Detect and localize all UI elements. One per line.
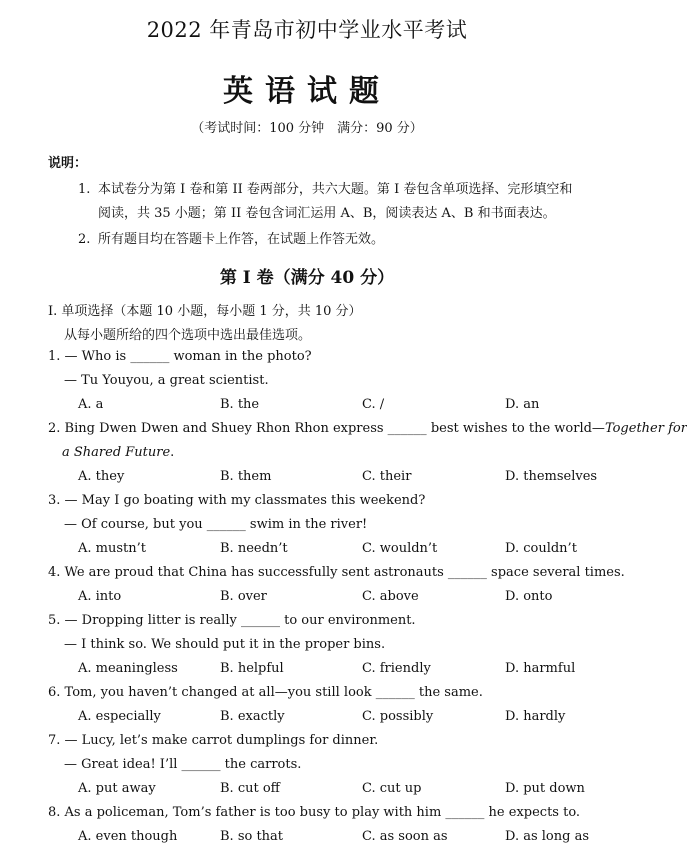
option-d: D. hardly xyxy=(505,709,566,724)
question-reply: — I think so. We should put it in the proper bins. xyxy=(64,637,386,652)
option-a: A. especially xyxy=(78,709,161,724)
option-b: B. helpful xyxy=(220,661,284,676)
instruction-number: 2. xyxy=(78,232,91,247)
option-c: C. wouldn’t xyxy=(362,541,438,556)
question-stem: 8. As a policeman, Tom’s father is too busy to play with him ______ he expects to. xyxy=(48,805,581,820)
instruction-text: 阅读，共 35 小题；第 II 卷包含词汇运用 A、B，阅读表达 A、B 和书面表达。 xyxy=(98,206,556,221)
option-c: C. as soon as xyxy=(362,829,448,844)
part-title: 第 I 卷（满分 40 分） xyxy=(219,268,395,288)
instructions-label: 说明： xyxy=(48,156,88,171)
question-reply: — Great idea! I’ll ______ the carrots. xyxy=(64,757,302,772)
exam-info: （考试时间：100 分钟 满分：90 分） xyxy=(191,121,423,136)
option-d: D. harmful xyxy=(505,661,576,676)
option-a: A. mustn’t xyxy=(78,541,146,556)
option-d: D. an xyxy=(505,397,540,412)
option-c: C. possibly xyxy=(362,709,434,724)
motto-text: a Shared Future xyxy=(62,445,171,460)
question-stem: 6. Tom, you haven’t changed at all—you still look ______ the same. xyxy=(48,685,483,700)
instruction-number: 1. xyxy=(78,182,91,197)
question-stem: 5. — Dropping litter is really ______ to our environment. xyxy=(48,613,416,628)
motto-text: Together for xyxy=(604,421,687,436)
section-subtitle: 从每小题所给的四个选项中选出最佳选项。 xyxy=(64,328,312,343)
question-stem: 4. We are proud that China has successfully sent astronauts ______ space several times. xyxy=(48,565,625,580)
question-stem: 7. — Lucy, let’s make carrot dumplings for dinner. xyxy=(48,733,379,748)
option-b: B. exactly xyxy=(220,709,285,724)
option-b: B. so that xyxy=(220,829,284,844)
option-c: C. / xyxy=(362,397,385,412)
option-c: C. their xyxy=(362,469,412,484)
subject-title: 英语试题 xyxy=(223,74,391,109)
option-b: B. the xyxy=(220,397,260,412)
question-reply: — Tu Youyou, a great scientist. xyxy=(64,373,269,388)
option-b: B. over xyxy=(220,589,267,604)
option-d: D. put down xyxy=(505,781,585,796)
option-b: B. needn’t xyxy=(220,541,288,556)
option-d: D. onto xyxy=(505,589,553,604)
instruction-text: 所有题目均在答题卡上作答，在试题上作答无效。 xyxy=(98,232,385,247)
section-title: I. 单项选择（本题 10 小题，每小题 1 分，共 10 分） xyxy=(48,304,362,319)
option-a: A. put away xyxy=(78,781,156,796)
option-c: C. cut up xyxy=(362,781,422,796)
question-text: 2. Bing Dwen Dwen and Shuey Rhon Rhon express ______ best wishes to the world— xyxy=(48,421,605,436)
option-c: C. friendly xyxy=(362,661,431,676)
question-stem-continued xyxy=(62,445,174,460)
question-stem: 3. — May I go boating with my classmates this weekend? xyxy=(48,493,426,508)
option-d: D. as long as xyxy=(505,829,590,844)
question-reply: — Of course, but you ______ swim in the river! xyxy=(64,517,368,532)
instruction-item xyxy=(78,178,572,197)
option-b: B. them xyxy=(220,469,272,484)
option-c: C. above xyxy=(362,589,419,604)
question-stem: 1. — Who is ______ woman in the photo? xyxy=(48,349,312,364)
option-a: A. into xyxy=(78,589,122,604)
instruction-item xyxy=(78,228,384,247)
option-a: A. even though xyxy=(78,829,178,844)
instruction-text: 本试卷分为第 I 卷和第 II 卷两部分，共六大题。第 I 卷包含单项选择、完形填空和 xyxy=(98,182,573,197)
option-b: B. cut off xyxy=(220,781,280,796)
option-a: A. meaningless xyxy=(78,661,178,676)
option-a: A. a xyxy=(78,397,104,412)
question-stem xyxy=(48,421,687,436)
option-d: D. themselves xyxy=(505,469,598,484)
option-a: A. they xyxy=(78,469,125,484)
page-title: 2022 年青岛市初中学业水平考试 xyxy=(146,18,468,42)
punctuation: . xyxy=(170,445,175,460)
option-d: D. couldn’t xyxy=(505,541,577,556)
